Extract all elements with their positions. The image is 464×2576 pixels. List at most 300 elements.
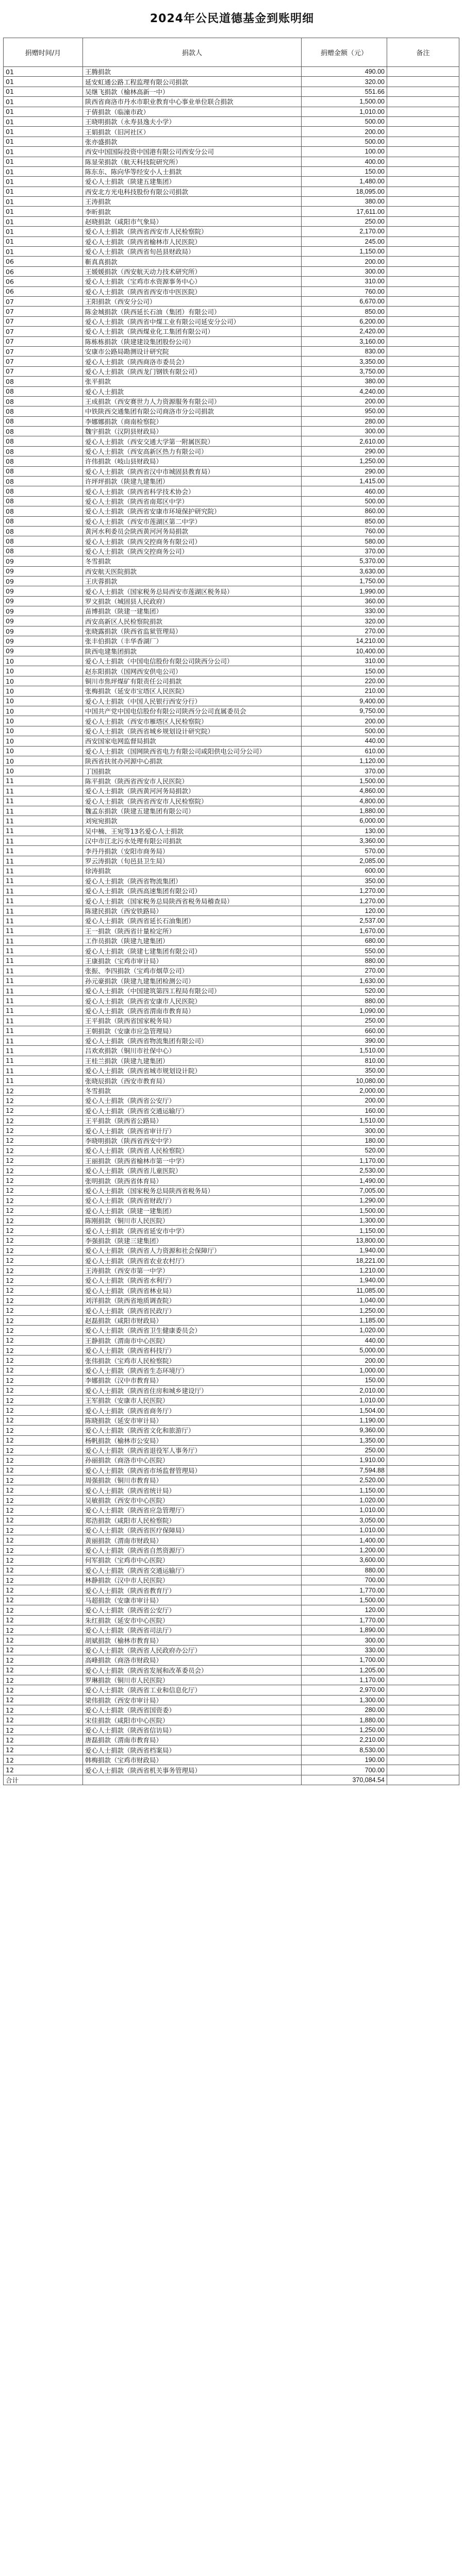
- row-month-cell: 07: [4, 307, 83, 316]
- row-note-cell: [387, 1365, 459, 1375]
- row-note-cell: [387, 806, 459, 816]
- table-row: [4, 427, 459, 436]
- row-note-cell: [387, 177, 459, 187]
- row-donor-cell: 爱心人士捐款（陕西省旬邑县财政局）: [83, 247, 302, 257]
- row-amount-cell: 100.00: [302, 147, 387, 157]
- row-month-cell: 08: [4, 466, 83, 476]
- row-month-cell: 10: [4, 756, 83, 766]
- table-row: [4, 956, 459, 965]
- row-amount-cell: 310.00: [302, 656, 387, 666]
- row-note-cell: [387, 187, 459, 196]
- table-row: [4, 1315, 459, 1325]
- row-month-cell: 06: [4, 277, 83, 286]
- row-amount-cell: 3,360.00: [302, 836, 387, 846]
- table-row: [4, 1046, 459, 1056]
- row-note-cell: [387, 386, 459, 396]
- row-donor-cell: 爱心人士捐款（陕西省工业和信息化厅）: [83, 1685, 302, 1695]
- row-amount-cell: 500.00: [302, 496, 387, 506]
- row-month-cell: 12: [4, 1156, 83, 1165]
- table-row: [4, 606, 459, 616]
- row-donor-cell: 爱心人士捐款（陕西省国资委）: [83, 1705, 302, 1715]
- row-donor-cell: 西安高新区人民检察院捐款: [83, 616, 302, 626]
- row-amount-cell: 220.00: [302, 676, 387, 686]
- row-month-cell: 01: [4, 67, 83, 77]
- table-row: [4, 1615, 459, 1625]
- row-month-cell: 01: [4, 197, 83, 207]
- row-month-cell: 06: [4, 257, 83, 266]
- row-donor-cell: 安康市公路局勘测设计研究院: [83, 346, 302, 356]
- row-month-cell: 10: [4, 666, 83, 676]
- row-note-cell: [387, 1126, 459, 1136]
- row-donor-cell: 爱心人士捐款（陕建一建集团）: [83, 1206, 302, 1215]
- row-donor-cell: 爱心人士捐款（国家税务总局陕西省税务局）: [83, 1185, 302, 1195]
- row-donor-cell: 朱红捐款（延安市中心医院）: [83, 1615, 302, 1625]
- table-row: [4, 346, 459, 356]
- row-amount-cell: 9,400.00: [302, 696, 387, 706]
- table-row: [4, 107, 459, 116]
- row-amount-cell: 190.00: [302, 1755, 387, 1765]
- row-note-cell: [387, 157, 459, 166]
- table-row: [4, 966, 459, 976]
- row-donor-cell: 爱心人士捐款（陕西省住房和城乡建设厅）: [83, 1385, 302, 1395]
- row-month-cell: 07: [4, 366, 83, 376]
- row-donor-cell: 马超捐款（安康市审计局）: [83, 1595, 302, 1605]
- row-note-cell: [387, 1176, 459, 1185]
- row-amount-cell: 3,750.00: [302, 366, 387, 376]
- row-amount-cell: 520.00: [302, 1146, 387, 1156]
- row-amount-cell: 1,670.00: [302, 926, 387, 936]
- row-donor-cell: 张振、李四捐款（宝鸡市烟草公司）: [83, 966, 302, 976]
- row-amount-cell: 1,270.00: [302, 886, 387, 896]
- row-amount-cell: 17,611.00: [302, 207, 387, 216]
- row-donor-cell: 爱心人士捐款（陕西省卫生健康委员会）: [83, 1326, 302, 1335]
- row-donor-cell: 王晓明捐款（永寿县逸夫小学）: [83, 116, 302, 126]
- row-donor-cell: 爱心人士捐款（国家税务总局陕西省税务局稽查局）: [83, 896, 302, 906]
- row-donor-cell: 爱心人士捐款（陕西交控商务公司）: [83, 546, 302, 556]
- table-row: [4, 556, 459, 566]
- row-amount-cell: 2,610.00: [302, 436, 387, 446]
- row-month-cell: 12: [4, 1415, 83, 1425]
- row-donor-cell: 爱心人士捐款（陕西省西安市人民检察院）: [83, 796, 302, 806]
- row-month-cell: 01: [4, 216, 83, 226]
- row-note-cell: [387, 1026, 459, 1036]
- row-amount-cell: 2,520.00: [302, 1476, 387, 1485]
- row-note-cell: [387, 1346, 459, 1355]
- row-amount-cell: 1,040.00: [302, 1296, 387, 1306]
- table-row: [4, 1246, 459, 1256]
- row-month-cell: 12: [4, 1505, 83, 1515]
- row-amount-cell: 1,020.00: [302, 1495, 387, 1505]
- row-donor-cell: 张梅捐款（延安市宝塔区人民医院）: [83, 686, 302, 696]
- row-month-cell: 01: [4, 127, 83, 137]
- row-month-cell: 07: [4, 336, 83, 346]
- table-row: [4, 377, 459, 386]
- row-amount-cell: 1,770.00: [302, 1585, 387, 1595]
- row-amount-cell: 1,010.00: [302, 1395, 387, 1405]
- row-donor-cell: 爱心人士捐款（中国电信股份有限公司陕西分公司）: [83, 656, 302, 666]
- row-donor-cell: 爱心人士捐款（陕西省公安厅）: [83, 1605, 302, 1615]
- row-month-cell: 08: [4, 456, 83, 466]
- row-donor-cell: 陈显荣捐款（航天科技院研究所）: [83, 157, 302, 166]
- row-month-cell: 11: [4, 896, 83, 906]
- row-donor-cell: 爱心人士捐款（陕西省应急管理厅）: [83, 1505, 302, 1515]
- row-amount-cell: 330.00: [302, 1645, 387, 1655]
- row-donor-cell: 王成捐款（西安赛世力人力资源服务有限公司）: [83, 396, 302, 406]
- row-month-cell: 12: [4, 1695, 83, 1705]
- table-row: [4, 1415, 459, 1425]
- table-row: [4, 496, 459, 506]
- row-amount-cell: 150.00: [302, 1376, 387, 1385]
- row-donor-cell: 陕西省扶贫办河源中心捐款: [83, 756, 302, 766]
- table-row: [4, 586, 459, 596]
- row-donor-cell: 周强捐款（铜川市教育局）: [83, 1476, 302, 1485]
- row-note-cell: [387, 1006, 459, 1015]
- row-month-cell: 12: [4, 1246, 83, 1256]
- row-note-cell: [387, 67, 459, 77]
- row-note-cell: [387, 1016, 459, 1026]
- row-donor-cell: 张晓辰捐款（西安市教育局）: [83, 1076, 302, 1086]
- row-donor-cell: 爱心人士捐款（陕西省司法厅）: [83, 1625, 302, 1635]
- row-note-cell: [387, 1585, 459, 1595]
- row-month-cell: 12: [4, 1526, 83, 1535]
- row-donor-cell: 苗博捐款（陕建一建集团）: [83, 606, 302, 616]
- table-row: [4, 247, 459, 257]
- row-month-cell: 12: [4, 1176, 83, 1185]
- row-donor-cell: 王朝捐款（安康市应急管理局）: [83, 1026, 302, 1036]
- row-month-cell: 12: [4, 1455, 83, 1465]
- row-month-cell: 08: [4, 396, 83, 406]
- row-month-cell: 01: [4, 247, 83, 257]
- table-row: [4, 996, 459, 1006]
- table-row: [4, 137, 459, 146]
- table-header-row: [4, 38, 459, 67]
- row-note-cell: [387, 756, 459, 766]
- row-donor-cell: 王庆蓉捐款: [83, 576, 302, 586]
- row-amount-cell: 2,210.00: [302, 1735, 387, 1745]
- row-month-cell: 12: [4, 1445, 83, 1455]
- row-donor-cell: 王桂兰捐款（陕建九建集团）: [83, 1056, 302, 1065]
- row-amount-cell: 4,240.00: [302, 386, 387, 396]
- row-amount-cell: 460.00: [302, 486, 387, 496]
- table-row: [4, 896, 459, 906]
- row-month-cell: 11: [4, 1056, 83, 1065]
- row-donor-cell: 李晓明捐款（陕西省西安中学）: [83, 1136, 302, 1145]
- row-note-cell: [387, 956, 459, 965]
- table-row: [4, 1725, 459, 1735]
- row-donor-cell: 张丰伯捐款（丰华香湖厂）: [83, 636, 302, 646]
- row-donor-cell: 王媛媛捐款（西安航天动力技术研究所）: [83, 266, 302, 276]
- row-donor-cell: 西安北方光电科技股份有限公司捐款: [83, 187, 302, 196]
- row-month-cell: 11: [4, 986, 83, 995]
- row-donor-cell: 爱心人士捐款（西安市雁塔区人民检察院）: [83, 716, 302, 726]
- table-row: [4, 1485, 459, 1495]
- row-amount-cell: 10,080.00: [302, 1076, 387, 1086]
- row-amount-cell: 2,530.00: [302, 1165, 387, 1175]
- row-month-cell: 12: [4, 1615, 83, 1625]
- row-note-cell: [387, 1256, 459, 1265]
- row-amount-cell: 250.00: [302, 1445, 387, 1455]
- row-donor-cell: 爱心人士捐款（陕西省交通运输厅）: [83, 1565, 302, 1575]
- row-note-cell: [387, 1605, 459, 1615]
- row-note-cell: [387, 526, 459, 536]
- table-row: [4, 676, 459, 686]
- row-month-cell: 11: [4, 976, 83, 986]
- row-note-cell: [387, 207, 459, 216]
- table-row: [4, 456, 459, 466]
- row-amount-cell: 850.00: [302, 516, 387, 526]
- row-month-cell: 09: [4, 616, 83, 626]
- table-row: [4, 1395, 459, 1405]
- row-donor-cell: 王娟捐款（旧河社区）: [83, 127, 302, 137]
- row-amount-cell: 245.00: [302, 236, 387, 246]
- row-donor-cell: 爱心人士捐款（陕西省公安厅）: [83, 1096, 302, 1106]
- row-note-cell: [387, 1705, 459, 1715]
- row-note-cell: [387, 916, 459, 926]
- row-donor-cell: 吴敏捐款（西安市中心医院）: [83, 1495, 302, 1505]
- row-month-cell: 12: [4, 1335, 83, 1345]
- table-row: [4, 756, 459, 766]
- row-month-cell: 11: [4, 886, 83, 896]
- row-month-cell: 12: [4, 1645, 83, 1655]
- row-donor-cell: 赵磊捐款（咸阳市财政局）: [83, 1315, 302, 1325]
- row-donor-cell: 王腾捐款: [83, 67, 302, 77]
- table-row: [4, 876, 459, 886]
- row-note-cell: [387, 1165, 459, 1175]
- row-note-cell: [387, 906, 459, 916]
- table-row: [4, 546, 459, 556]
- table-row: [4, 1445, 459, 1455]
- row-donor-cell: 西安航天医院捐款: [83, 566, 302, 576]
- row-note-cell: [387, 1185, 459, 1195]
- table-row: [4, 926, 459, 936]
- row-month-cell: 11: [4, 966, 83, 976]
- row-month-cell: 12: [4, 1585, 83, 1595]
- table-row: [4, 216, 459, 226]
- row-note-cell: [387, 1665, 459, 1675]
- row-amount-cell: 350.00: [302, 1066, 387, 1076]
- row-month-cell: 11: [4, 926, 83, 936]
- row-month-cell: 12: [4, 1755, 83, 1765]
- row-amount-cell: 200.00: [302, 127, 387, 137]
- row-amount-cell: 1,500.00: [302, 1206, 387, 1215]
- table-row: [4, 187, 459, 196]
- row-amount-cell: 290.00: [302, 466, 387, 476]
- row-amount-cell: 1,940.00: [302, 1246, 387, 1256]
- row-note-cell: [387, 257, 459, 266]
- row-donor-cell: 爱心人士捐款（陕西省医疗保障局）: [83, 1526, 302, 1535]
- row-donor-cell: 李强捐款（陕建三建集团）: [83, 1235, 302, 1245]
- row-amount-cell: 13,800.00: [302, 1235, 387, 1245]
- total-row: [4, 1775, 459, 1785]
- row-amount-cell: 150.00: [302, 166, 387, 176]
- table-body: [4, 67, 459, 1785]
- table-row: [4, 1575, 459, 1585]
- row-amount-cell: 1,000.00: [302, 1365, 387, 1375]
- table-row: [4, 1296, 459, 1306]
- row-donor-cell: 爱心人士捐款（陕西省中煤工业有限公司延安分公司）: [83, 316, 302, 326]
- table-row: [4, 836, 459, 846]
- row-donor-cell: 王康捐款（宝鸡市审计局）: [83, 956, 302, 965]
- row-amount-cell: 250.00: [302, 216, 387, 226]
- row-note-cell: [387, 1415, 459, 1425]
- column-header-donor: 捐款人: [83, 38, 302, 67]
- table-row: [4, 396, 459, 406]
- row-amount-cell: 310.00: [302, 277, 387, 286]
- row-amount-cell: 500.00: [302, 137, 387, 146]
- row-donor-cell: 王平捐款（陕西省国家税务局）: [83, 1016, 302, 1026]
- row-donor-cell: 西安国家电网监督局捐款: [83, 736, 302, 746]
- row-amount-cell: 1,510.00: [302, 1116, 387, 1126]
- table-row: [4, 506, 459, 516]
- row-amount-cell: 1,415.00: [302, 477, 387, 486]
- row-donor-cell: 爱心人士捐款（陕建七建集团有限公司）: [83, 946, 302, 956]
- row-note-cell: [387, 576, 459, 586]
- row-amount-cell: 390.00: [302, 1036, 387, 1045]
- table-row: [4, 1335, 459, 1345]
- table-row: [4, 816, 459, 826]
- row-month-cell: 12: [4, 1655, 83, 1665]
- row-donor-cell: 爱心人士捐款（陕西省南郑区中学）: [83, 496, 302, 506]
- row-month-cell: 11: [4, 786, 83, 796]
- row-donor-cell: 徐涛捐款: [83, 866, 302, 876]
- row-month-cell: 06: [4, 266, 83, 276]
- row-amount-cell: 700.00: [302, 1575, 387, 1585]
- table-row: [4, 1285, 459, 1295]
- row-note-cell: [387, 896, 459, 906]
- table-row: [4, 646, 459, 656]
- row-donor-cell: 爱心人士捐款（西安交通大学第一附属医院）: [83, 436, 302, 446]
- row-amount-cell: 18,221.00: [302, 1256, 387, 1265]
- row-note-cell: [387, 486, 459, 496]
- row-month-cell: 12: [4, 1296, 83, 1306]
- table-row: [4, 1276, 459, 1285]
- table-row: [4, 666, 459, 676]
- row-month-cell: 12: [4, 1196, 83, 1206]
- table-row: [4, 1106, 459, 1115]
- table-row: [4, 1545, 459, 1555]
- row-donor-cell: 冬雪捐款: [83, 1086, 302, 1095]
- row-donor-cell: 刘洋捐款（陕西省地质调查院）: [83, 1296, 302, 1306]
- row-amount-cell: 3,630.00: [302, 566, 387, 576]
- row-donor-cell: 爱心人士捐款（陕西省信访局）: [83, 1725, 302, 1735]
- table-row: [4, 486, 459, 496]
- row-note-cell: [387, 406, 459, 416]
- row-month-cell: 12: [4, 1675, 83, 1685]
- row-donor-cell: 陈建民捐款（西安铁路局）: [83, 906, 302, 916]
- row-amount-cell: 440.00: [302, 1335, 387, 1345]
- row-donor-cell: 黄河水利委员会陕西黄河河务局捐款: [83, 526, 302, 536]
- row-month-cell: 09: [4, 636, 83, 646]
- row-month-cell: 12: [4, 1745, 83, 1755]
- row-donor-cell: 爱心人士捐款（陕西省生态环境厅）: [83, 1365, 302, 1375]
- table-row: [4, 1165, 459, 1175]
- table-row: [4, 656, 459, 666]
- row-donor-cell: 爱心人士捐款（陕建五建集团）: [83, 177, 302, 187]
- table-row: [4, 77, 459, 87]
- row-donor-cell: 陕西省商洛市丹水市职业教育中心事业单位联合捐款: [83, 97, 302, 107]
- row-month-cell: 11: [4, 1036, 83, 1045]
- table-row: [4, 736, 459, 746]
- row-donor-cell: 何军捐款（宝鸡市中心医院）: [83, 1555, 302, 1565]
- row-donor-cell: 爱心人士捐款（陕西省林业局）: [83, 1285, 302, 1295]
- row-amount-cell: 280.00: [302, 416, 387, 426]
- row-note-cell: [387, 477, 459, 486]
- row-note-cell: [387, 1315, 459, 1325]
- table-row: [4, 1016, 459, 1026]
- table-row: [4, 1066, 459, 1076]
- row-month-cell: 11: [4, 956, 83, 965]
- row-donor-cell: 爱心人士捐款（陕西黄河河务局捐款）: [83, 786, 302, 796]
- row-donor-cell: 罗琳捐款（铜川市人民医院）: [83, 1675, 302, 1685]
- table-row: [4, 1405, 459, 1415]
- row-note-cell: [387, 1096, 459, 1106]
- row-note-cell: [387, 197, 459, 207]
- row-donor-cell: 张伟捐款（宝鸡市人民检察院）: [83, 1355, 302, 1365]
- row-month-cell: 11: [4, 826, 83, 836]
- row-month-cell: 12: [4, 1426, 83, 1435]
- table-row: [4, 686, 459, 696]
- table-row: [4, 696, 459, 706]
- row-amount-cell: 320.00: [302, 616, 387, 626]
- row-month-cell: 12: [4, 1435, 83, 1445]
- row-donor-cell: 中国共产党中国电信股份有限公司陕西分公司直属委员会: [83, 706, 302, 716]
- row-month-cell: 08: [4, 386, 83, 396]
- row-month-cell: 12: [4, 1535, 83, 1545]
- row-month-cell: 11: [4, 1006, 83, 1015]
- row-note-cell: [387, 1715, 459, 1725]
- row-note-cell: [387, 1385, 459, 1395]
- row-month-cell: 12: [4, 1495, 83, 1505]
- row-amount-cell: 130.00: [302, 826, 387, 836]
- row-note-cell: [387, 976, 459, 986]
- row-month-cell: 01: [4, 236, 83, 246]
- row-month-cell: 12: [4, 1735, 83, 1745]
- row-amount-cell: 1,940.00: [302, 1276, 387, 1285]
- row-amount-cell: 1,880.00: [302, 1715, 387, 1725]
- table-row: [4, 846, 459, 856]
- table-row: [4, 1026, 459, 1036]
- table-row: [4, 197, 459, 207]
- row-amount-cell: 440.00: [302, 736, 387, 746]
- row-month-cell: 12: [4, 1126, 83, 1136]
- row-donor-cell: 爱心人士捐款（陕西交控商务有限公司）: [83, 536, 302, 546]
- row-month-cell: 12: [4, 1346, 83, 1355]
- row-donor-cell: 爱心人士捐款（陕西省发展和改革委员会）: [83, 1665, 302, 1675]
- row-note-cell: [387, 1515, 459, 1525]
- row-donor-cell: 爱心人士捐款（陕西省人民政府办公厅）: [83, 1645, 302, 1655]
- row-month-cell: 09: [4, 556, 83, 566]
- table-row: [4, 1326, 459, 1335]
- row-amount-cell: 400.00: [302, 157, 387, 166]
- table-row: [4, 466, 459, 476]
- table-row: [4, 67, 459, 77]
- column-header-month: 捐赠时间/月: [4, 38, 83, 67]
- row-note-cell: [387, 1086, 459, 1095]
- row-note-cell: [387, 1306, 459, 1315]
- row-month-cell: 12: [4, 1235, 83, 1245]
- row-month-cell: 08: [4, 477, 83, 486]
- row-note-cell: [387, 1555, 459, 1565]
- table-row: [4, 1685, 459, 1695]
- row-donor-cell: 爱心人士捐款（陕西省物流集团有限公司）: [83, 1036, 302, 1045]
- row-donor-cell: 杨帆捐款（榆林市公安局）: [83, 1435, 302, 1445]
- row-month-cell: 12: [4, 1096, 83, 1106]
- row-note-cell: [387, 1685, 459, 1695]
- table-row: [4, 526, 459, 536]
- row-note-cell: [387, 1655, 459, 1665]
- row-note-cell: [387, 1725, 459, 1735]
- row-donor-cell: 爱心人士捐款（陕西龙门钢铁有限公司）: [83, 366, 302, 376]
